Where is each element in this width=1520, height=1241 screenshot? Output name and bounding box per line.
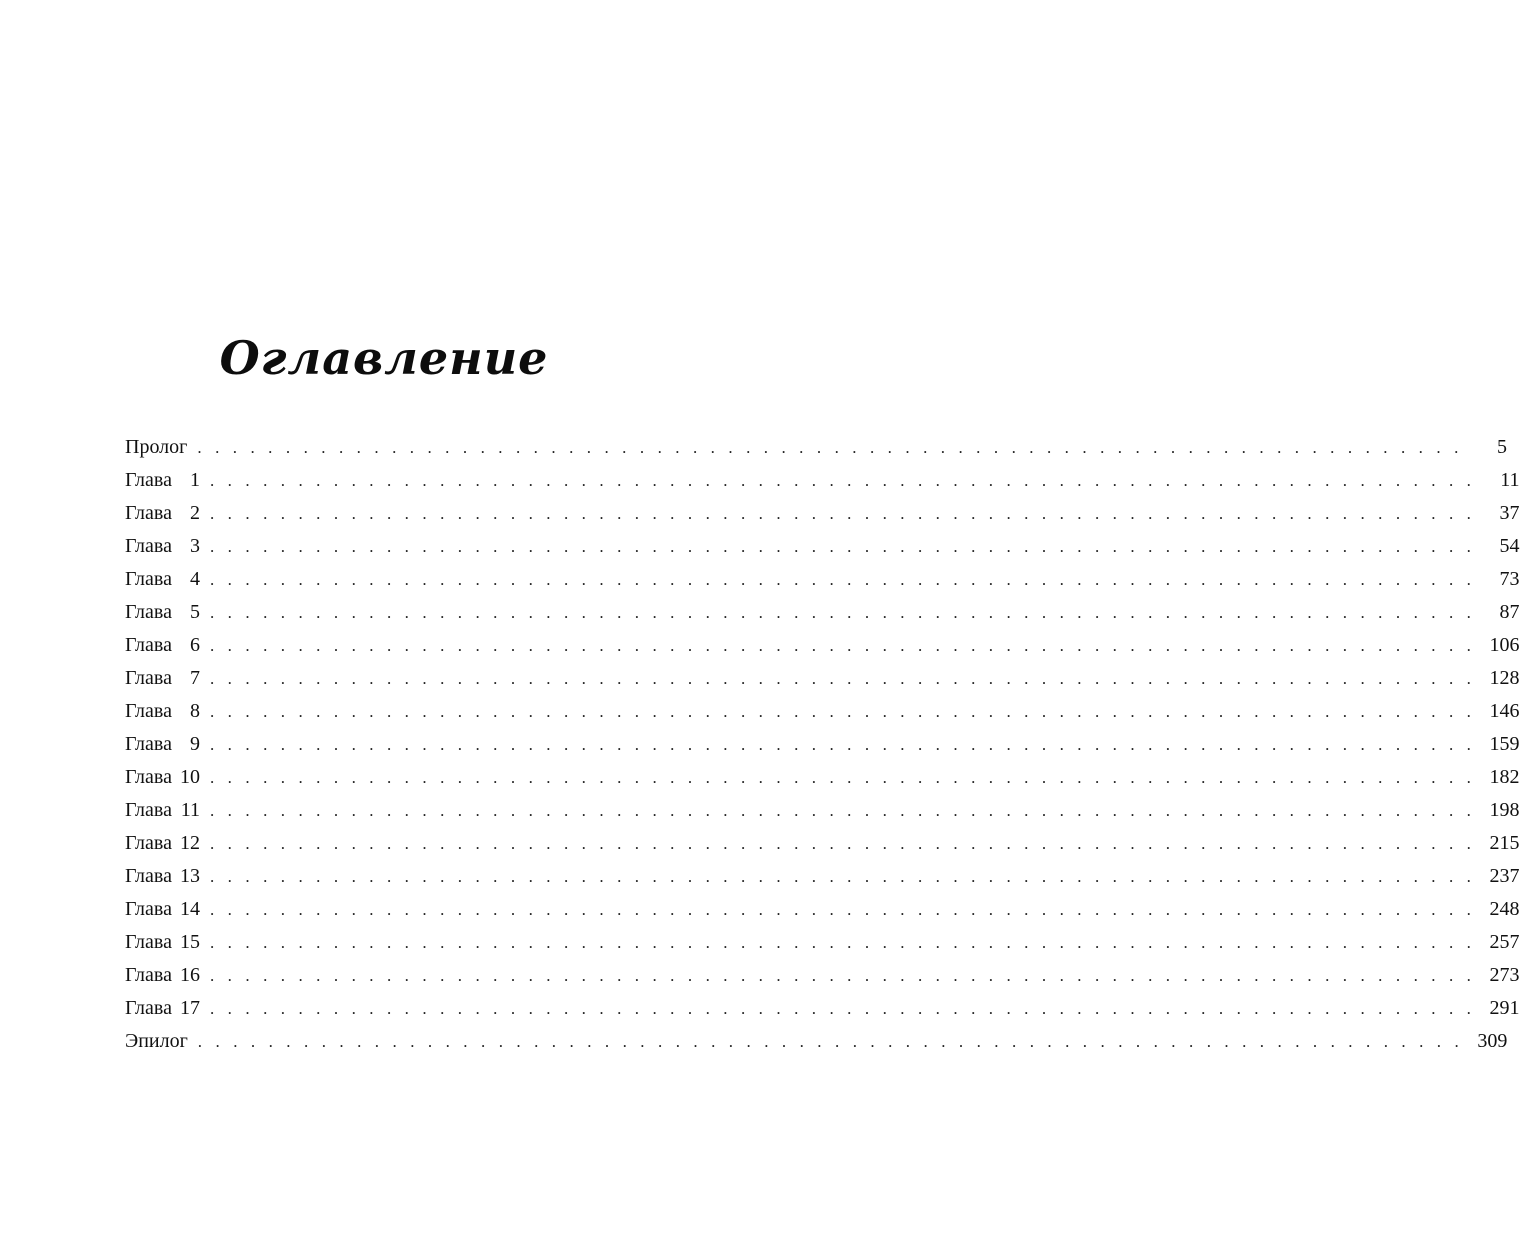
toc-dot-leader: . . . . . . . . . . . . . . . . . . . . . . . . . . . . . . . . . . . . . . . . . . . . . . . . . . . . . . . . . . . . . . . . . . . . . . . . bbox=[209, 735, 1476, 754]
toc-entry-page-number: 128 bbox=[1489, 667, 1520, 689]
toc-entry bbox=[125, 728, 1520, 761]
toc-entry bbox=[125, 629, 1520, 662]
toc-entry-label bbox=[125, 530, 200, 563]
toc-entry bbox=[125, 431, 1507, 464]
toc-entry-page-number: 106 bbox=[1489, 634, 1520, 656]
toc-entry-chapter-number: 11 bbox=[180, 799, 200, 821]
toc-entry-label bbox=[125, 794, 200, 827]
toc-entry-chapter-number: 17 bbox=[179, 997, 200, 1019]
toc-entry-page-number: 5 bbox=[1496, 436, 1507, 458]
toc-entry-chapter-number: 7 bbox=[189, 667, 200, 689]
toc-entry-label bbox=[125, 695, 200, 728]
toc-entry bbox=[125, 497, 1520, 530]
toc-entry-title: Глава bbox=[125, 634, 172, 656]
toc-dot-leader: . . . . . . . . . . . . . . . . . . . . . . . . . . . . . . . . . . . . . . . . . . . . . . . . . . . . . . . . . . . . . . . . . . . . . . . . bbox=[209, 966, 1476, 985]
toc-dot-leader: . . . . . . . . . . . . . . . . . . . . . . . . . . . . . . . . . . . . . . . . . . . . . . . . . . . . . . . . . . . . . . . . . . . . . . . . bbox=[209, 570, 1476, 589]
toc-entry bbox=[125, 860, 1520, 893]
toc-entry-label bbox=[125, 728, 200, 761]
toc-dot-leader: . . . . . . . . . . . . . . . . . . . . . . . . . . . . . . . . . . . . . . . . . . . . . . . . . . . . . . . . . . . . . . . . . . . . . . . . bbox=[209, 999, 1476, 1018]
toc-dot-leader: . . . . . . . . . . . . . . . . . . . . . . . . . . . . . . . . . . . . . . . . . . . . . . . . . . . . . . . . . . . . . . . . . . . . . . . . bbox=[209, 768, 1476, 787]
toc-entry-page-number: 257 bbox=[1489, 931, 1520, 953]
toc-entry-label bbox=[125, 563, 200, 596]
toc-entry-page-number: 182 bbox=[1489, 766, 1520, 788]
toc-entry bbox=[125, 662, 1520, 695]
toc-dot-leader: . . . . . . . . . . . . . . . . . . . . . . . . . . . . . . . . . . . . . . . . . . . . . . . . . . . . . . . . . . . . . . . . . . . . . . . . bbox=[209, 669, 1476, 688]
page-title: Оглавление bbox=[219, 331, 549, 385]
toc-entry-page-number: 291 bbox=[1489, 997, 1520, 1019]
toc-entry bbox=[125, 695, 1520, 728]
toc-entry-title: Глава bbox=[125, 469, 172, 491]
toc-dot-leader: . . . . . . . . . . . . . . . . . . . . . . . . . . . . . . . . . . . . . . . . . . . . . . . . . . . . . . . . . . . . . . . . . . . . . . . . bbox=[209, 834, 1476, 853]
toc-entry-label bbox=[125, 662, 200, 695]
toc-entry-chapter-number: 10 bbox=[179, 766, 200, 788]
toc-entry-label bbox=[125, 893, 200, 926]
toc-dot-leader: . . . . . . . . . . . . . . . . . . . . . . . . . . . . . . . . . . . . . . . . . . . . . . . . . . . . . . . . . . . . . . . . . . . . . . . . bbox=[209, 636, 1476, 655]
toc-entry bbox=[125, 1025, 1508, 1058]
toc-entry-title: Глава bbox=[125, 766, 172, 788]
toc-entry-page-number: 73 bbox=[1499, 568, 1520, 590]
toc-entry-title: Глава bbox=[125, 601, 172, 623]
toc-dot-leader: . . . . . . . . . . . . . . . . . . . . . . . . . . . . . . . . . . . . . . . . . . . . . . . . . . . . . . . . . . . . . . . . . . . . . . . . bbox=[209, 801, 1476, 820]
toc-entry-label bbox=[125, 464, 200, 497]
toc-entry-title: Глава bbox=[125, 667, 172, 689]
toc-entry-chapter-number: 5 bbox=[189, 601, 200, 623]
toc-entry-title: Глава bbox=[125, 832, 172, 854]
toc-entry-label bbox=[125, 761, 200, 794]
toc-entry-title: Глава bbox=[125, 997, 172, 1019]
toc-entry-page-number: 248 bbox=[1489, 898, 1520, 920]
toc-entry bbox=[125, 893, 1520, 926]
toc-entry-label bbox=[125, 629, 200, 662]
toc-entry bbox=[125, 794, 1520, 827]
table-of-contents bbox=[125, 431, 1520, 1058]
toc-entry-title: Глава bbox=[125, 535, 172, 557]
toc-entry-page-number: 54 bbox=[1499, 535, 1520, 557]
toc-entry-chapter-number: 2 bbox=[189, 502, 200, 524]
toc-entry-title: Глава bbox=[125, 865, 172, 887]
toc-entry-chapter-number: 6 bbox=[189, 634, 200, 656]
toc-entry-page-number: 146 bbox=[1489, 700, 1520, 722]
toc-entry-title: Эпилог bbox=[125, 1030, 188, 1052]
toc-dot-leader: . . . . . . . . . . . . . . . . . . . . . . . . . . . . . . . . . . . . . . . . . . . . . . . . . . . . . . . . . . . . . . . . . . . . . . . . bbox=[197, 438, 1463, 457]
toc-entry-label bbox=[125, 959, 200, 992]
toc-entry bbox=[125, 464, 1520, 497]
toc-entry bbox=[125, 926, 1520, 959]
toc-entry-chapter-number: 14 bbox=[179, 898, 200, 920]
toc-entry bbox=[125, 761, 1520, 794]
toc-entry-page-number: 237 bbox=[1489, 865, 1520, 887]
toc-entry bbox=[125, 563, 1520, 596]
toc-entry-label bbox=[125, 497, 200, 530]
toc-entry-title: Глава bbox=[125, 898, 172, 920]
toc-entry-title: Пролог bbox=[125, 436, 188, 458]
toc-entry-title: Глава bbox=[125, 799, 172, 821]
toc-dot-leader: . . . . . . . . . . . . . . . . . . . . . . . . . . . . . . . . . . . . . . . . . . . . . . . . . . . . . . . . . . . . . . . . . . . . . . . . bbox=[209, 603, 1476, 622]
toc-entry-page-number: 11 bbox=[1500, 469, 1520, 491]
toc-entry-chapter-number: 4 bbox=[189, 568, 200, 590]
toc-entry-page-number: 273 bbox=[1489, 964, 1520, 986]
toc-dot-leader: . . . . . . . . . . . . . . . . . . . . . . . . . . . . . . . . . . . . . . . . . . . . . . . . . . . . . . . . . . . . . . . . . . . . . . . . bbox=[209, 471, 1476, 490]
toc-entry-page-number: 37 bbox=[1499, 502, 1520, 524]
toc-entry-chapter-number: 8 bbox=[189, 700, 200, 722]
toc-dot-leader: . . . . . . . . . . . . . . . . . . . . . . . . . . . . . . . . . . . . . . . . . . . . . . . . . . . . . . . . . . . . . . . . . . . . . . . . bbox=[209, 867, 1476, 886]
toc-entry-page-number: 87 bbox=[1499, 601, 1520, 623]
toc-dot-leader: . . . . . . . . . . . . . . . . . . . . . . . . . . . . . . . . . . . . . . . . . . . . . . . . . . . . . . . . . . . . . . . . . . . . . . . . bbox=[209, 504, 1476, 523]
toc-entry-chapter-number: 1 bbox=[189, 469, 200, 491]
toc-entry-label bbox=[125, 431, 187, 464]
toc-entry-chapter-number: 13 bbox=[179, 865, 200, 887]
toc-entry-label bbox=[125, 827, 200, 860]
toc-entry-title: Глава bbox=[125, 733, 172, 755]
toc-entry-title: Глава bbox=[125, 700, 172, 722]
toc-dot-leader: . . . . . . . . . . . . . . . . . . . . . . . . . . . . . . . . . . . . . . . . . . . . . . . . . . . . . . . . . . . . . . . . . . . . . . . . bbox=[209, 900, 1476, 919]
toc-entry-chapter-number: 15 bbox=[179, 931, 200, 953]
toc-entry-chapter-number: 16 bbox=[179, 964, 200, 986]
toc-entry-title: Глава bbox=[125, 964, 172, 986]
toc-entry-title: Глава bbox=[125, 568, 172, 590]
toc-entry-label bbox=[125, 926, 200, 959]
toc-entry-label bbox=[125, 1025, 188, 1058]
toc-entry bbox=[125, 992, 1520, 1025]
toc-entry-chapter-number: 9 bbox=[189, 733, 200, 755]
toc-entry-page-number: 215 bbox=[1489, 832, 1520, 854]
toc-entry-chapter-number: 12 bbox=[179, 832, 200, 854]
toc-dot-leader: . . . . . . . . . . . . . . . . . . . . . . . . . . . . . . . . . . . . . . . . . . . . . . . . . . . . . . . . . . . . . . . . . . . . . . . . bbox=[209, 933, 1476, 952]
toc-entry-chapter-number: 3 bbox=[189, 535, 200, 557]
toc-entry-label bbox=[125, 596, 200, 629]
toc-entry-label bbox=[125, 860, 200, 893]
toc-entry bbox=[125, 530, 1520, 563]
toc-entry-page-number: 159 bbox=[1489, 733, 1520, 755]
toc-entry-label bbox=[125, 992, 200, 1025]
toc-entry-page-number: 309 bbox=[1477, 1030, 1508, 1052]
toc-entry-title: Глава bbox=[125, 502, 172, 524]
toc-entry bbox=[125, 959, 1520, 992]
toc-dot-leader: . . . . . . . . . . . . . . . . . . . . . . . . . . . . . . . . . . . . . . . . . . . . . . . . . . . . . . . . . . . . . . . . . . . . . . . . bbox=[209, 702, 1476, 721]
toc-dot-leader: . . . . . . . . . . . . . . . . . . . . . . . . . . . . . . . . . . . . . . . . . . . . . . . . . . . . . . . . . . . . . . . . . . . . . . . . bbox=[197, 1032, 1464, 1051]
toc-entry-title: Глава bbox=[125, 931, 172, 953]
toc-dot-leader: . . . . . . . . . . . . . . . . . . . . . . . . . . . . . . . . . . . . . . . . . . . . . . . . . . . . . . . . . . . . . . . . . . . . . . . . bbox=[209, 537, 1476, 556]
toc-entry bbox=[125, 827, 1520, 860]
toc-entry bbox=[125, 596, 1520, 629]
toc-entry-page-number: 198 bbox=[1489, 799, 1520, 821]
